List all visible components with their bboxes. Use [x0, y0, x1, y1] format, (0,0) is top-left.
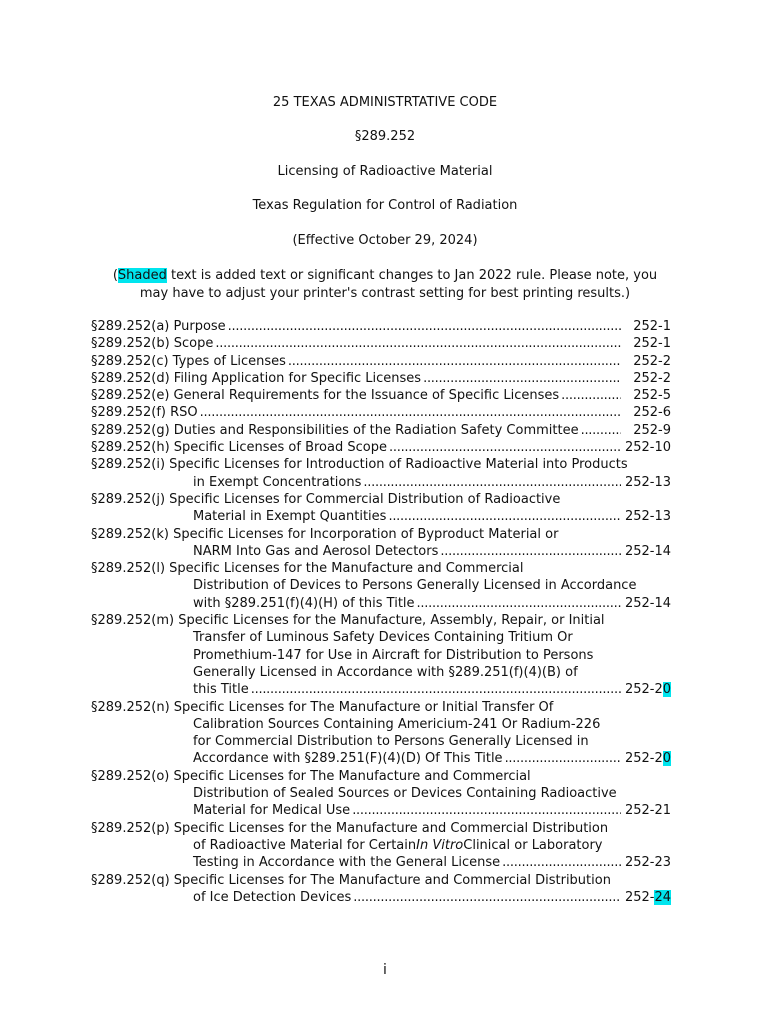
toc-page-ref	[623, 335, 671, 352]
toc-page-text: 252-13	[624, 474, 671, 490]
toc-line	[91, 560, 671, 577]
toc-line	[91, 733, 671, 750]
toc-page-shaded: 24	[654, 889, 671, 905]
toc-entry-text: §289.252(i) Specific Licenses for Introduction of Radioactive Material into Products	[91, 457, 628, 473]
toc-entry-text: §289.252(b) Scope	[91, 336, 214, 352]
toc-entry-text: Distribution of Devices to Persons Generally Licensed in Accordance	[193, 578, 637, 594]
shaded-word: Shaded	[117, 268, 167, 283]
toc-line	[91, 439, 671, 456]
toc-page-text: 252-21	[624, 803, 671, 819]
toc-page-ref	[623, 439, 671, 456]
toc-page-ref	[623, 889, 671, 906]
toc-line	[91, 491, 671, 508]
toc-page-ref	[623, 681, 671, 698]
toc-line	[91, 508, 671, 525]
toc-line	[91, 647, 671, 664]
toc-line	[91, 629, 671, 646]
toc-entry-text: Promethium-147 for Use in Aircraft for Distribution to Persons	[193, 647, 594, 663]
toc-entry-text: §289.252(m) Specific Licenses for the Manufacture, Assembly, Repair, or Initial	[91, 613, 605, 629]
toc-entry-text: this Title	[193, 682, 249, 698]
toc-page-text: 252-2	[624, 682, 663, 698]
toc-line	[91, 595, 671, 612]
toc-line	[91, 422, 671, 439]
toc-entry-text: §289.252(e) General Requirements for the Issuance of Specific Licenses	[91, 388, 560, 404]
toc-leader-dots	[423, 370, 621, 387]
toc-page-text: 252-2	[633, 370, 671, 386]
toc-entry-text: §289.252(l) Specific Licenses for the Manufacture and Commercial	[91, 561, 524, 577]
toc-entry-text: for Commercial Distribution to Persons Generally Licensed in	[193, 734, 589, 750]
toc-page-ref	[623, 474, 671, 491]
toc-line	[91, 474, 671, 491]
toc-page-text: 252-23	[624, 855, 671, 871]
toc-entry-text: §289.252(q) Specific Licenses for The Manufacture and Commercial Distribution	[91, 872, 611, 888]
toc-page-text: 252-9	[633, 422, 671, 438]
toc-entry-text: with §289.251(f)(4)(H) of this Title	[193, 595, 415, 611]
toc-leader-dots	[502, 854, 621, 871]
toc-leader-dots	[251, 681, 621, 698]
toc-line	[91, 456, 671, 473]
toc-line	[91, 543, 671, 560]
toc-page-text: 252-14	[624, 543, 671, 559]
section-number: §289.252	[354, 129, 416, 144]
toc-page-text: 252-1	[633, 336, 671, 352]
toc-line	[91, 837, 671, 854]
toc-line	[91, 820, 671, 837]
toc-line	[91, 802, 671, 819]
toc-italic-text: In Vitro	[416, 837, 464, 853]
toc-entry-text: §289.252(a) Purpose	[91, 319, 226, 334]
document-title: Licensing of Radioactive Material	[277, 164, 493, 179]
table-of-contents	[91, 318, 671, 906]
toc-page-ref	[623, 422, 671, 439]
toc-page-ref	[623, 543, 671, 560]
toc-entry-text-tail: Clinical or Laboratory	[463, 837, 603, 853]
toc-line	[91, 681, 671, 698]
toc-page-text: 252-5	[633, 388, 671, 404]
toc-entry-text: Distribution of Sealed Sources or Devices Containing Radioactive	[193, 786, 617, 802]
toc-page-ref	[623, 353, 671, 370]
toc-entry-text: Transfer of Luminous Safety Devices Containing Tritium Or	[193, 630, 573, 646]
toc-entry-text: Accordance with §289.251(F)(4)(D) Of This Title	[193, 751, 503, 767]
toc-line	[91, 387, 671, 404]
toc-page-text: 252-1	[633, 319, 671, 334]
toc-page-shaded: 0	[662, 751, 671, 767]
toc-leader-dots	[561, 387, 621, 404]
toc-leader-dots	[505, 750, 621, 767]
toc-leader-dots	[388, 508, 621, 525]
toc-entry-text: of Ice Detection Devices	[193, 889, 352, 905]
toc-line	[91, 889, 671, 906]
toc-page-text: 252-14	[624, 595, 671, 611]
toc-leader-dots	[440, 543, 621, 560]
toc-entry-text: NARM Into Gas and Aerosol Detectors	[193, 543, 439, 559]
note-line2: may have to adjust your printer's contrast setting for best printing results.)	[139, 286, 631, 301]
toc-leader-dots	[288, 353, 621, 370]
toc-leader-dots	[363, 474, 621, 491]
toc-line	[91, 353, 671, 370]
toc-leader-dots	[417, 595, 621, 612]
toc-page-text: 252-13	[624, 509, 671, 525]
toc-page-ref	[623, 802, 671, 819]
toc-entry-text: Material in Exempt Quantities	[193, 509, 387, 525]
toc-page-ref	[623, 387, 671, 404]
toc-line	[91, 699, 671, 716]
toc-entry-text: §289.252(c) Types of Licenses	[91, 353, 286, 369]
toc-entry-text: §289.252(j) Specific Licenses for Commercial Distribution of Radioactive	[91, 491, 561, 507]
code-heading: 25 TEXAS ADMINISTRTATIVE CODE	[272, 95, 498, 110]
effective-date: (Effective October 29, 2024)	[292, 233, 478, 248]
toc-line	[91, 335, 671, 352]
toc-entry-text: Calibration Sources Containing Americium-241 Or Radium-226	[193, 716, 601, 732]
toc-line	[91, 612, 671, 629]
toc-entry-text: §289.252(h) Specific Licenses of Broad Scope	[91, 440, 387, 456]
toc-page-text: 252-	[624, 889, 655, 905]
regulation-name: Texas Regulation for Control of Radiation	[252, 198, 518, 213]
toc-line	[91, 785, 671, 802]
toc-line	[91, 768, 671, 785]
toc-line	[91, 318, 671, 335]
toc-line	[91, 370, 671, 387]
toc-leader-dots	[581, 422, 621, 439]
toc-entry-text: Generally Licensed in Accordance with §289.251(f)(4)(B) of	[193, 664, 578, 680]
toc-entry-text: of Radioactive Material for Certain	[193, 837, 417, 853]
toc-entry-text: §289.252(p) Specific Licenses for the Manufacture and Commercial Distribution	[91, 820, 609, 836]
toc-page-ref	[623, 404, 671, 421]
toc-page-ref	[623, 750, 671, 767]
note-line1: text is added text or significant changes to Jan 2022 rule. Please note, you	[166, 268, 658, 283]
note-paren: (	[112, 268, 118, 283]
toc-line	[91, 577, 671, 594]
toc-page-ref	[623, 318, 671, 335]
toc-page-text: 252-6	[633, 405, 671, 421]
toc-page-text: 252-10	[624, 440, 671, 456]
toc-line	[91, 750, 671, 767]
toc-line	[91, 716, 671, 733]
toc-page-shaded: 0	[662, 682, 671, 698]
toc-entry-text: Material for Medical Use	[193, 803, 351, 819]
toc-page-ref	[623, 854, 671, 871]
page-number: i	[383, 962, 387, 978]
toc-line	[91, 872, 671, 889]
toc-entry-text: §289.252(d) Filing Application for Specific Licenses	[91, 370, 422, 386]
toc-leader-dots	[352, 802, 621, 819]
toc-page-ref	[623, 595, 671, 612]
toc-leader-dots	[200, 404, 621, 421]
toc-entry-text: §289.252(n) Specific Licenses for The Manufacture or Initial Transfer Of	[91, 699, 554, 715]
toc-leader-dots	[353, 889, 621, 906]
toc-line	[91, 664, 671, 681]
toc-leader-dots	[228, 318, 621, 335]
toc-line	[91, 854, 671, 871]
toc-page-ref	[623, 370, 671, 387]
toc-line	[91, 526, 671, 543]
toc-entry-text: §289.252(g) Duties and Responsibilities of the Radiation Safety Committee	[91, 422, 579, 438]
toc-page-ref	[623, 508, 671, 525]
toc-line	[91, 404, 671, 421]
shading-note	[0, 267, 770, 303]
toc-entry-text: §289.252(o) Specific Licenses for The Manufacture and Commercial	[91, 768, 531, 784]
toc-page-text: 252-2	[633, 353, 671, 369]
toc-entry-text: §289.252(f) RSO	[91, 405, 198, 421]
toc-leader-dots	[215, 335, 621, 352]
toc-entry-text: §289.252(k) Specific Licenses for Incorporation of Byproduct Material or	[91, 526, 559, 542]
toc-entry-text: Testing in Accordance with the General License	[193, 855, 501, 871]
toc-leader-dots	[389, 439, 621, 456]
toc-entry-text: in Exempt Concentrations	[193, 474, 362, 490]
toc-page-text: 252-2	[624, 751, 663, 767]
